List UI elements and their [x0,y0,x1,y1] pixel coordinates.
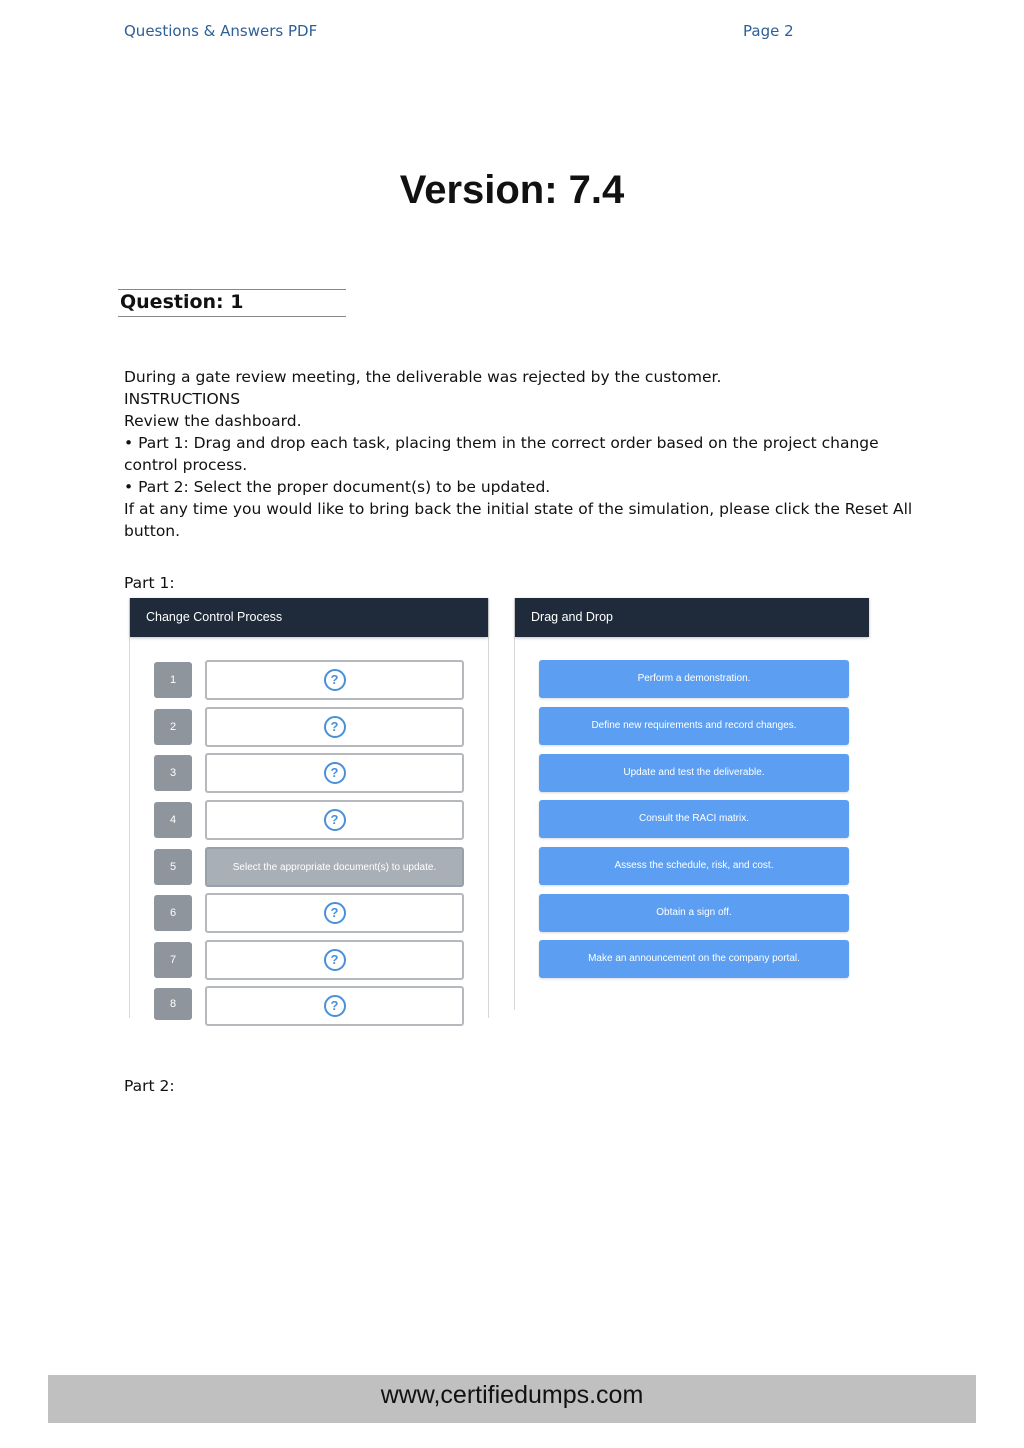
question-label: Question: 1 [120,291,244,313]
drag-item[interactable]: Make an announcement on the company portal. [539,940,849,978]
step-row [154,847,464,887]
drag-item[interactable]: Obtain a sign off. [539,894,849,932]
drag-item[interactable]: Assess the schedule, risk, and cost. [539,847,849,885]
question-mark-icon[interactable]: ? [324,669,346,691]
question-mark-icon[interactable]: ? [324,995,346,1017]
version-title: Version: 7.4 [399,168,625,212]
body-line: Review the dashboard. [124,412,302,430]
step-row [154,893,464,933]
page-number: Page 2 [743,22,794,40]
part2-label: Part 2: [124,1077,175,1095]
step-row [154,800,464,840]
question-heading-box [118,289,346,317]
drop-slot[interactable] [205,940,464,980]
question-body [124,366,914,542]
body-line: • Part 2: Select the proper document(s) to be updated. [124,478,551,496]
question-mark-icon[interactable]: ? [324,716,346,738]
drag-item[interactable]: Update and test the deliverable. [539,754,849,792]
body-line: INSTRUCTIONS [124,390,241,408]
question-mark-icon[interactable]: ? [324,949,346,971]
header-title: Questions & Answers PDF [124,22,318,40]
drop-slot[interactable] [205,660,464,700]
step-number: 6 [154,895,192,931]
step-number: 3 [154,755,192,791]
step-number: 5 [154,849,192,885]
drop-slot[interactable] [205,707,464,747]
step-row [154,986,464,1026]
footer-url: www,certifiedumps.com [48,1375,976,1423]
step-row [154,940,464,980]
body-line: During a gate review meeting, the deliverable was rejected by the customer. [124,368,722,386]
part1-label: Part 1: [124,574,175,592]
step-number: 2 [154,709,192,745]
drop-slot[interactable] [205,893,464,933]
body-line: • Part 1: Drag and drop each task, placing them in the correct order based on the project change control process. [124,434,879,474]
drop-slot[interactable] [205,800,464,840]
step-number: 4 [154,802,192,838]
step-number: 8 [154,988,192,1020]
question-mark-icon[interactable]: ? [324,902,346,924]
question-mark-icon[interactable]: ? [324,762,346,784]
drop-slot[interactable] [205,986,464,1026]
step-row [154,707,464,747]
drag-drop-title: Drag and Drop [515,598,869,637]
drag-item[interactable]: Define new requirements and record changes. [539,707,849,745]
body-line: If at any time you would like to bring back the initial state of the simulation, please click the Reset All button. [124,500,913,540]
question-mark-icon[interactable]: ? [324,809,346,831]
drag-drop-panel [514,598,869,1010]
change-control-panel [129,598,489,1018]
filled-slot [205,847,464,887]
step-row [154,660,464,700]
step-number: 7 [154,942,192,978]
drag-item[interactable]: Perform a demonstration. [539,660,849,698]
drag-item[interactable]: Consult the RACI matrix. [539,800,849,838]
change-control-title: Change Control Process [130,598,488,637]
step-row [154,753,464,793]
filled-slot-text: Select the appropriate document(s) to update. [232,861,437,873]
step-number: 1 [154,662,192,698]
drop-slot[interactable] [205,753,464,793]
